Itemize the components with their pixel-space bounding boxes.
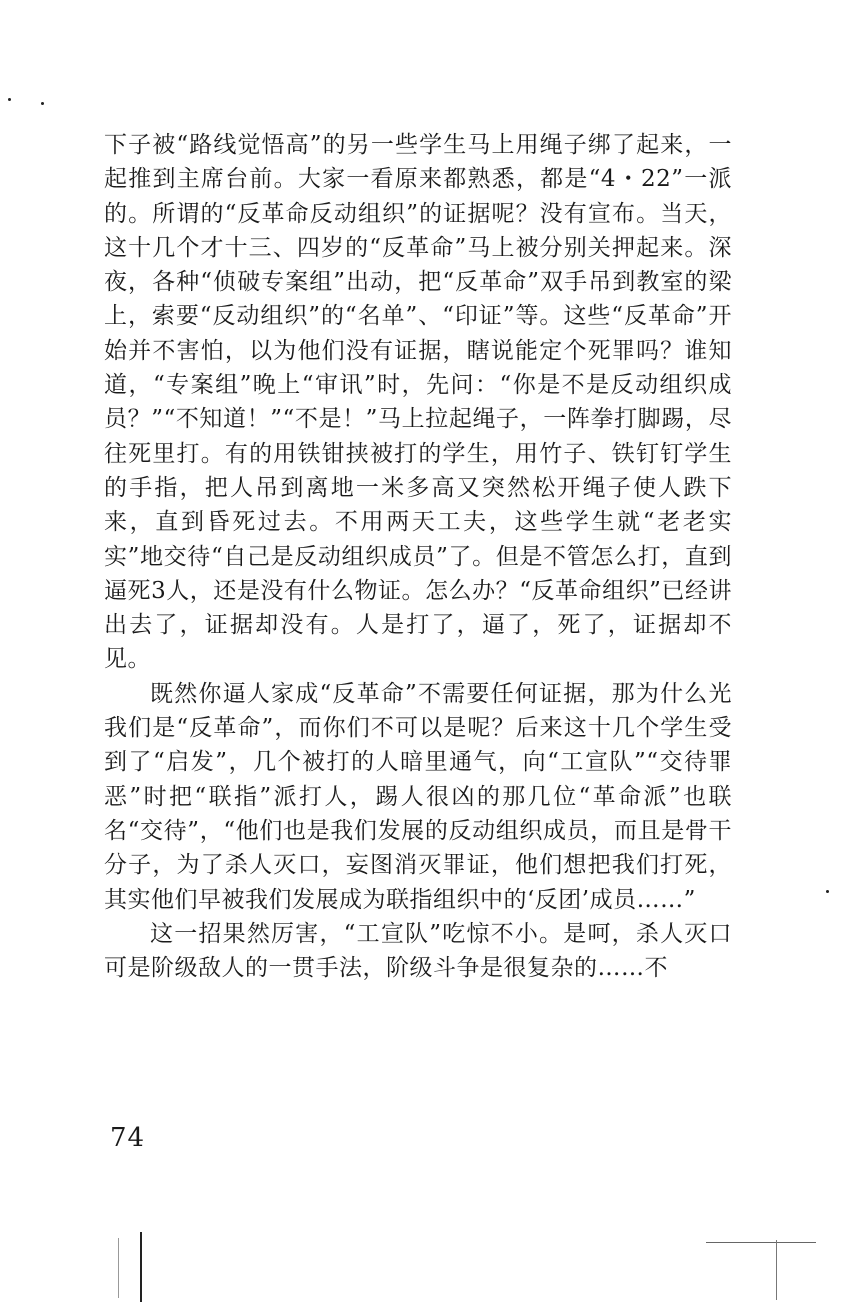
scan-vertical-line-right [776,1240,777,1300]
scan-dot [8,98,11,101]
paragraph-3: 这一招果然厉害，“工宣队”吃惊不小。是呵，杀人灭口可是阶级敌人的一贯手法，阶级斗争是很复杂的……不 [104,920,732,982]
scan-vertical-line-faint [118,1238,119,1298]
scan-dot [826,890,829,893]
page-body [104,128,732,985]
scan-dot [41,102,44,105]
page-number: 74 [110,1123,146,1153]
scan-horizontal-line [706,1242,816,1243]
scan-vertical-line [140,1232,142,1302]
paragraph-1: 下子被“路线觉悟高”的另一些学生马上用绳子绑了起来，一起推到主席台前。大家一看原来都熟悉，都是“4・22”一派的。所谓的“反革命反动组织”的证据呢？没有宣布。当天，这十几个才十三、四岁的“反革命”马上被分别关押起来。深夜，各种“侦破专案组”出动，把“反革命”双手吊到教室的梁上，索要“反动组织”的“名单”、“印证”等。这些“反革命”开始并不害怕，以为他们没有证据，瞎说能定个死罪吗？谁知道，“专案组”晚上“审讯”时，先问：“你是不是反动组织成员？”“不知道！”“不是！”马上拉起绳子，一阵拳打脚踢，尽往死里打。有的用铁钳挟被打的学生，用竹子、铁钉钉学生的手指，把人吊到离地一米多高又突然松开绳子使人跌下来，直到昏死过去。不用两天工夫，这些学生就“老老实实”地交待“自己是反动组织成员”了。但是不管怎么打，直到逼死3人，还是没有什么物证。怎么办？“反革命组织”已经讲出去了，证据却没有。人是打了，逼了，死了，证据却不见。 [104,132,732,673]
paragraph-2: 既然你逼人家成“反革命”不需要任何证据，那为什么光我们是“反革命”，而你们不可以是呢？后来这十几个学生受到了“启发”，几个被打的人暗里通气，向“工宣队”“交待罪恶”时把“联指”派打人，踢人很凶的那几位“革命派”也联名“交待”，“他们也是我们发展的反动组织成员，而且是骨干分子，为了杀人灭口，妄图消灭罪证，他们想把我们打死，其实他们早被我们发展成为联指组织中的‘反团’成员……” [104,680,732,913]
